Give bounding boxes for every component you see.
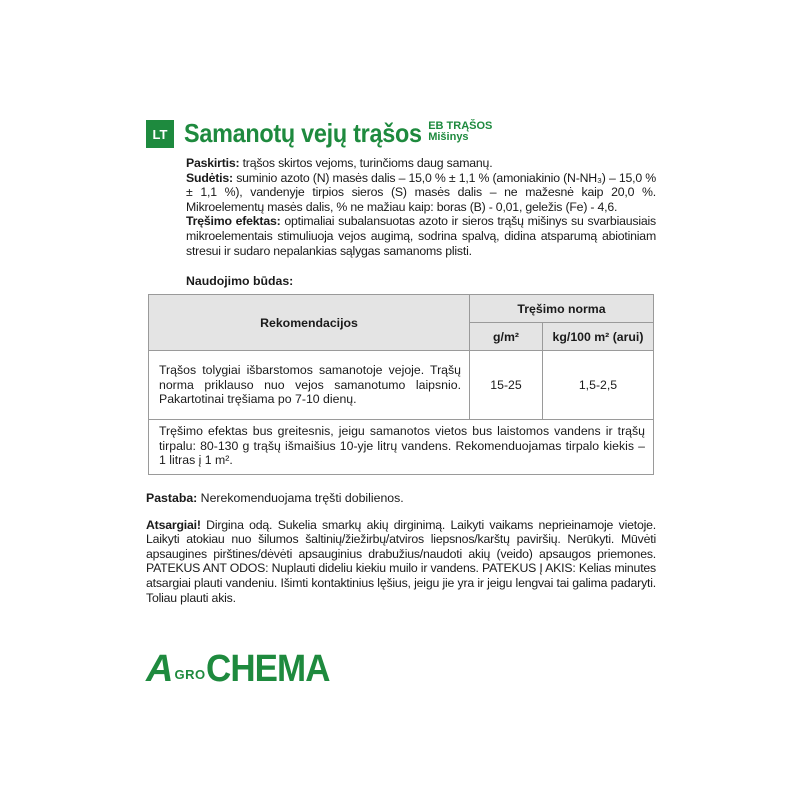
efektas-text: optimaliai subalansuotas azoto ir sieros trąšų mišinys su svarbiausiais mikroelementais stimuliuoja vejos augimą, sodrina spalvą, didina atsparumą abiotiniam stresui ir sudaro nepalankias sąlygas samanoms plisti. (186, 214, 656, 258)
col-unit-gm2: g/m² (470, 323, 543, 351)
paskirtis-label: Paskirtis: (186, 156, 240, 170)
logo-chema: CHEMA (205, 648, 330, 690)
logo-gro: GRO (174, 667, 206, 682)
pastaba-paragraph (146, 491, 656, 506)
table-row (149, 351, 654, 420)
eb-classification (428, 121, 492, 143)
paskirtis-text: trąšos skirtos vejoms, turinčioms daug samanų. (239, 156, 493, 170)
sudetis-paragraph (186, 171, 656, 215)
row-value-kg100m2: 1,5-2,5 (543, 351, 654, 420)
eb-line-2: Mišinys (428, 131, 469, 143)
sudetis-text: suminio azoto (N) masės dalis – 15,0 % ± 1,1 % (amoniakinio (N-NH₃) – 15,0 % ± 1,1 %), vandenyje tirpios sieros (S) masės dalis – ne mažesnė kaip 20,0 %. Mikroelementų masės dalis, % ne mažiau kaip: boras (B) - 0,01, geležis (Fe) - 4,6. (186, 170, 656, 214)
product-title: Samanotų vejų trąšos (184, 118, 422, 148)
usage-title: Naudojimo būdas: (186, 274, 294, 289)
dosage-table (148, 294, 654, 420)
col-rekomendacijos: Rekomendacijos (149, 295, 470, 351)
header (146, 118, 656, 156)
efektas-label: Tręšimo efektas: (186, 214, 281, 229)
description (186, 156, 656, 258)
atsargiai-label: Atsargiai! (146, 517, 201, 532)
sudetis-label: Sudėtis: (186, 170, 233, 185)
efektas-paragraph (186, 214, 656, 258)
pastaba-label: Pastaba: (146, 490, 198, 505)
language-badge: LT (146, 120, 174, 148)
agrochema-logo (146, 648, 340, 688)
pastaba-text: Nerekomenduojama tręšti dobilienos. (197, 490, 404, 505)
atsargiai-text: Dirgina odą. Sukelia smarkų akių dirginimą. Laikyti vaikams neprieinamoje vietoje. Laikyti atokiau nuo šilumos šaltinių/žiežirbų/atviros liepsnos/karštų paviršių. Nerūkyti. Mūvėti apsaugines pirštines/dėvėti apsauginius drabužius/naudoti akių (veido) apsaugos priemones. PATEKUS ANT ODOS: Nuplauti dideliu kiekiu muilo ir vandens. PATEKUS Į AKIS: Kelias minutes atsargiai plauti vandeniu. Išimti kontaktinius lęšius, jeigu jie yra ir jeigu lengvai tai galima padaryti. Toliau plauti akis. (146, 517, 656, 605)
eb-line-1: EB TRĄŠOS (428, 120, 493, 132)
table-note: Tręšimo efektas bus greitesnis, jeigu samanotos vietos bus laistomos vandens ir trąšų tirpalu: 80-130 g trąšų išmaišius 10-yje litrų vandens. Rekomenduojamas tirpalo kiekis – 1 litras į 1 m². (148, 420, 654, 475)
logo-letter-a: A (146, 648, 174, 690)
col-unit-kg100m2: kg/100 m² (arui) (543, 323, 654, 351)
label-sheet (146, 118, 656, 605)
atsargiai-paragraph (146, 518, 656, 606)
row-value-gm2: 15-25 (470, 351, 543, 420)
paskirtis-paragraph (186, 156, 656, 171)
row-recommendation: Trąšos tolygiai išbarstomos samanotoje vejoje. Trąšų norma priklauso nuo vejos samanotumo laipsnio. Pakartotinai tręšiama po 7-10 dienų. (149, 351, 470, 420)
col-tresimo-norma: Tręšimo norma (470, 295, 654, 323)
